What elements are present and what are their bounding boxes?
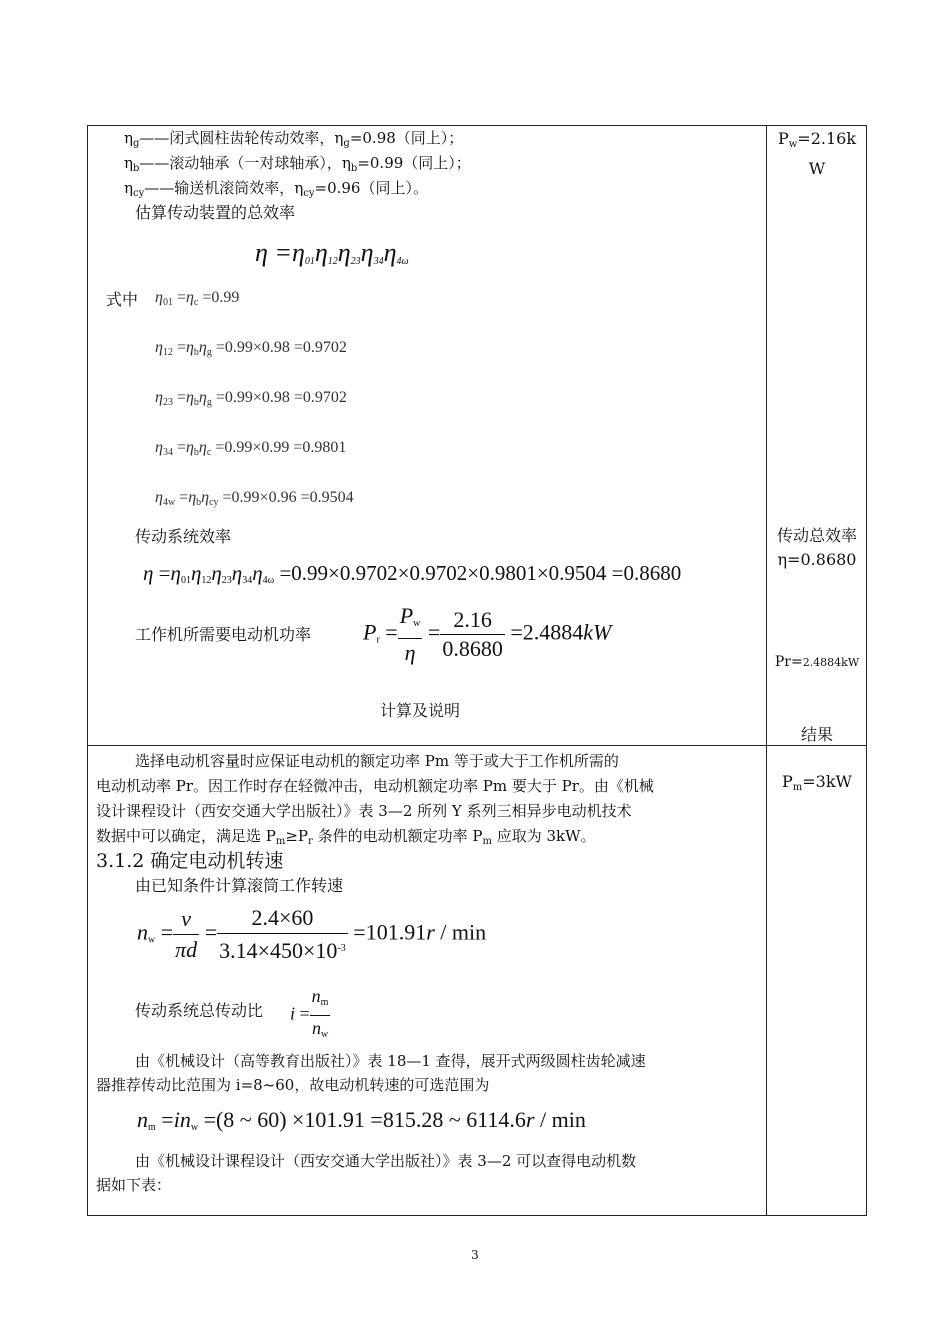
- eta-cy-line: $\eta_{cy}——$输送机滚筒效率，$\eta_{cy}=0.96$（同上）。: [124, 179, 428, 199]
- eq-eta34: $\eta_{34} =\eta_b\eta_c =0.99\times 0.99 =0.9801$: [155, 439, 347, 458]
- eq-eta01: $\eta_{01} =\eta_c =0.99$: [155, 289, 240, 308]
- nw-formula: $n_w$ = $\frac{v}{\pi d}$ = $\frac{2.4\times 60}{3.14\times 450\times 10^{-3}}$ =101.91r / min: [137, 903, 486, 966]
- power-formula: $P_r$ = $\frac{P_w}{\eta}$ = $\frac{2.16}{0.8680}$ =2.4884kW: [363, 603, 612, 665]
- power-label: 工作机所需要电动机功率: [135, 625, 312, 644]
- para3-line2: 据如下表：: [96, 1176, 172, 1194]
- where-label: 式中: [106, 290, 139, 309]
- eta-g-line: $\eta_g——$闭式圆柱齿轮传动效率，$\eta_g=0.98$（同上）；: [124, 129, 464, 149]
- estimate-label: 估算传动装置的总效率: [135, 203, 296, 222]
- para2-line2: 器推荐传动比范围为 i=8~60，故电动机转速的可选范围为: [96, 1076, 490, 1094]
- nm-formula: $n_m =in_w =(8$ ~ 60) ×101.91 =815.28 ~ 6114.6r / min: [137, 1107, 586, 1133]
- eq-eta4w: $\eta_{4w} =\eta_b\eta_{cy} =0.99\times 0.96 =0.9504$: [155, 489, 354, 508]
- para1-line4: 数据中可以确定，满足选 $P_m\ge P_r$ 条件的电动机额定功率 $P_m$ 应取为 3kW。: [96, 827, 596, 847]
- header-calc-label: 计算及说明: [380, 701, 461, 720]
- section-title: 3.1.2 确定电动机转速: [96, 850, 284, 872]
- para1-line2: 电动机动率 Pr。因工作时存在轻微冲击，电动机额定功率 Pm 要大于 Pr。由《机械: [96, 777, 654, 795]
- eta-b-line: $\eta_b——$滚动轴承（一对球轴承），$\eta_b=0.99$（同上）；: [124, 154, 471, 174]
- total-efficiency-formula: $\eta =\eta_{01}\eta_{12}\eta_{23}\eta_{34}\eta_{4\omega}$: [255, 238, 409, 267]
- para1-line3: 设计课程设计（西安交通大学出版社）》表 3—2 所列 Y 系列三相异步电动机技术: [96, 802, 632, 820]
- result-pm: $P_m=3kW$: [782, 772, 852, 793]
- eq-eta12: $\eta_{12} =\eta_b\eta_g =0.99\times 0.98 =0.9702$: [155, 339, 347, 358]
- result-pr: Pr=2.4884kW: [774, 654, 860, 670]
- ratio-formula: i = $\frac{n_m}{n_w}$: [290, 984, 330, 1047]
- result-pw: $P_w=2.16k$ W: [777, 129, 857, 178]
- page-number: 3: [471, 1248, 479, 1262]
- para2-line1: 由《机械设计（高等教育出版社）》表 18—1 查得，展开式两级圆柱齿轮减速: [135, 1052, 646, 1070]
- para3-line1: 由《机械设计课程设计（西安交通大学出版社）》表 3—2 可以查得电动机数: [135, 1152, 637, 1170]
- eq-eta23: $\eta_{23} =\eta_b\eta_g =0.99\times 0.98 =0.9702$: [155, 389, 347, 408]
- ratio-label: 传动系统总传动比: [135, 1001, 264, 1020]
- header-result-label: 结果: [800, 725, 833, 744]
- speed-intro: 由已知条件计算滚筒工作转速: [135, 876, 344, 895]
- para1-line1: 选择电动机容量时应保证电动机的额定功率 Pm 等于或大于工作机所需的: [135, 752, 619, 770]
- row-divider: [87, 745, 867, 746]
- result-efficiency: 传动总效率 η=0.8680: [776, 526, 857, 569]
- system-efficiency-label: 传动系统效率: [135, 527, 232, 546]
- system-efficiency-formula: $\eta =\eta_{01}\eta_{12}\eta_{23}\eta_{34}\eta_{4\omega} =0.99\times 0.9702\times 0.9702\times 0.9801\times 0.9504 =0.8680$: [143, 561, 682, 586]
